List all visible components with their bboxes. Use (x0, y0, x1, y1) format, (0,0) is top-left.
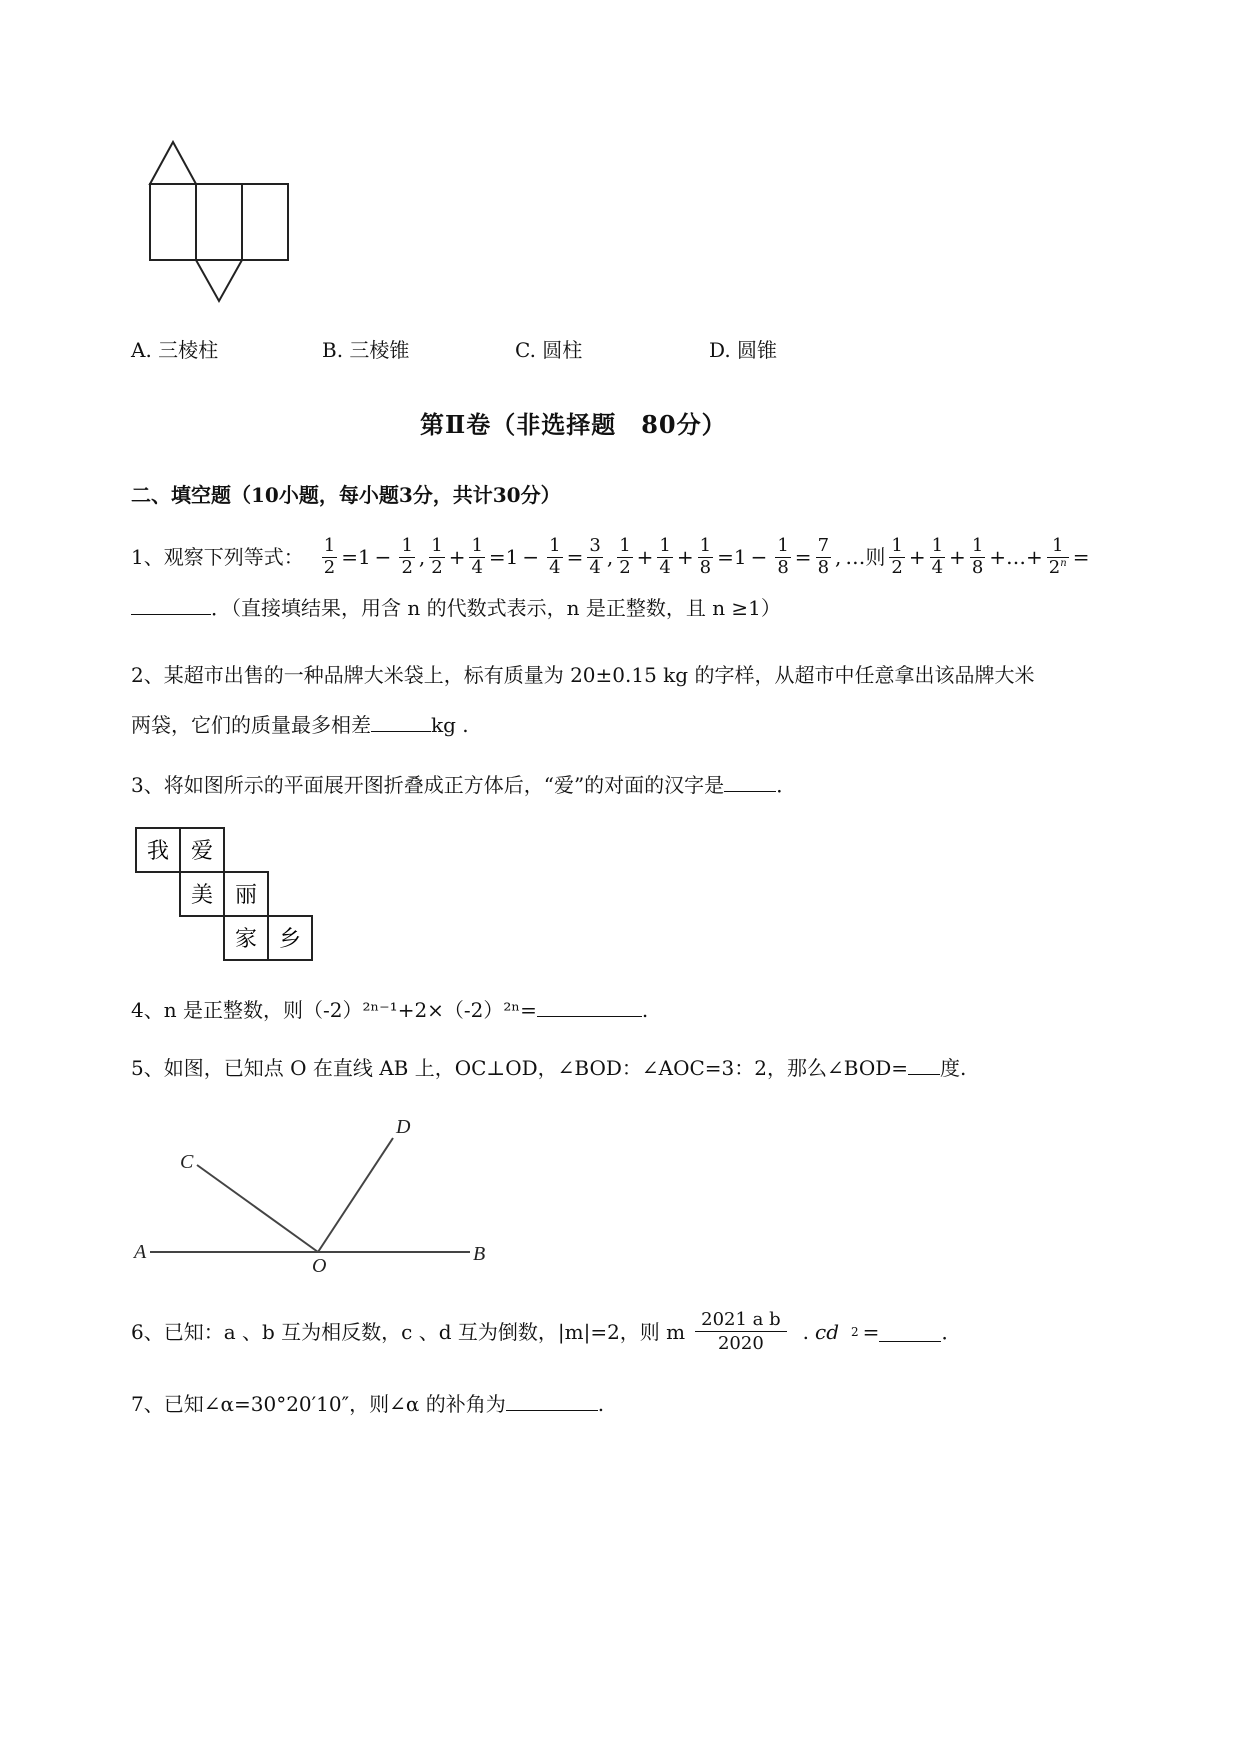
q6-frac-den: 2020 (695, 1331, 787, 1355)
q5-end: 度. (940, 1056, 967, 1080)
q1-equations: $\frac{1}{2}$ =1 − $\frac{1}{2}$ , $\frac{1}{2}$ + $\frac{1}{4}$ =1 − $\frac{1}{4}$ = $\frac{3}{4}$ , $\frac{1}{2}$ + $\frac{1}{4}$ + $\frac{1}{8}$ =1 − $\frac{1}{8}$ = $\frac{7}{8}$ , (323, 535, 842, 578)
cube-cell-5: 家 (234, 927, 258, 952)
cube-cell-4: 丽 (234, 883, 258, 908)
q5-answer-blank[interactable] (908, 1056, 940, 1075)
q5-text: 5、如图，已知点 O 在直线 AB 上，OC⊥OD，∠BOD：∠AOC=3：2，那么∠BOD= (131, 1056, 909, 1080)
q7-question (131, 1392, 604, 1414)
q3-text: 3、将如图所示的平面展开图折叠成正方体后，“爱”的对面的汉字是 (131, 773, 725, 797)
q2-unit: kg . (431, 713, 469, 737)
q4-question (131, 998, 648, 1020)
section2-heading: 二、填空题（10小题，每小题3分，共计30分） (131, 483, 561, 507)
option-d: D. 圆锥 (709, 338, 778, 362)
prism-net-figure (140, 135, 300, 310)
q1-then: …则 (845, 545, 886, 570)
label-d: D (396, 1116, 411, 1138)
label-c: C (180, 1151, 194, 1173)
q3-question (131, 773, 796, 795)
net-face-1 (150, 184, 196, 260)
q4-answer-blank[interactable] (537, 998, 642, 1017)
q1-line2 (131, 596, 781, 618)
q1-note: ．（直接填结果，用含 n 的代数式表示，n 是正整数，且 n ≥1） (211, 596, 781, 620)
net-top-triangle (150, 142, 196, 184)
q6-question: 6、已知：a 、b 互为相反数，c 、d 互为倒数，|m|=2，则 m $\frac{\text{2021 a b}}{2020}$ . cd 2 = ． (131, 1308, 962, 1354)
q3-end: ． (776, 773, 797, 797)
cube-cell-3: 美 (190, 883, 214, 908)
ray-od (318, 1138, 393, 1252)
cube-cell-1: 我 (146, 839, 170, 864)
q4-text: 4、n 是正整数，则（-2）²ⁿ⁻¹+2×（-2）²ⁿ= (131, 998, 537, 1022)
q1-line1 (131, 536, 1089, 578)
q6-end: ． (941, 1320, 962, 1344)
q7-answer-blank[interactable] (506, 1392, 598, 1411)
q6-answer-blank[interactable] (879, 1323, 941, 1342)
cube-cell-6: 乡 (278, 927, 302, 952)
cube-cell-2: 爱 (190, 839, 214, 864)
label-b: B (473, 1243, 486, 1265)
net-bottom-triangle (196, 260, 242, 301)
q7-text: 7、已知∠α=30°20′10″，则∠α 的补角为 (131, 1392, 506, 1416)
label-o: O (312, 1255, 327, 1277)
q5-question (131, 1056, 966, 1078)
q2-answer-blank[interactable] (371, 713, 431, 732)
option-c: C. 圆柱 (515, 338, 583, 362)
q6-text: 6、已知：a 、b 互为相反数，c 、d 互为倒数，|m|=2，则 m (131, 1320, 686, 1344)
q4-end: . (641, 998, 649, 1022)
net-face-2 (196, 184, 242, 260)
q1-prefix: 1、观察下列等式： (131, 545, 304, 570)
part2-title: 第Ⅱ卷（非选择题 80分） (420, 410, 727, 439)
angle-figure (130, 1110, 500, 1285)
q1-series: $\frac{1}{2}$ + $\frac{1}{4}$ + $\frac{1}{8}$ +…+ $\frac{1}{2^n}$ = (891, 535, 1090, 578)
q6-frac-num: 2021 a b (701, 1308, 781, 1330)
q7-end: . (597, 1392, 605, 1416)
q6-fraction (695, 1310, 787, 1354)
q6-tail: cd (815, 1320, 840, 1344)
cube-net-figure (135, 827, 320, 962)
net-face-3 (242, 184, 288, 260)
q3-answer-blank[interactable] (724, 773, 776, 792)
option-a: A. 三棱柱 (131, 338, 219, 362)
q2-line2-prefix: 两袋，它们的质量最多相差 (131, 713, 371, 737)
option-b: B. 三棱锥 (322, 338, 410, 362)
q2-line2 (131, 713, 469, 735)
label-a: A (134, 1241, 147, 1263)
ray-oc (197, 1165, 318, 1252)
q2-line1: 2、某超市出售的一种品牌大米袋上，标有质量为 20±0.15 kg 的字样，从超市中任意拿出该品牌大米 (131, 663, 1035, 687)
q1-answer-blank[interactable] (131, 596, 211, 615)
